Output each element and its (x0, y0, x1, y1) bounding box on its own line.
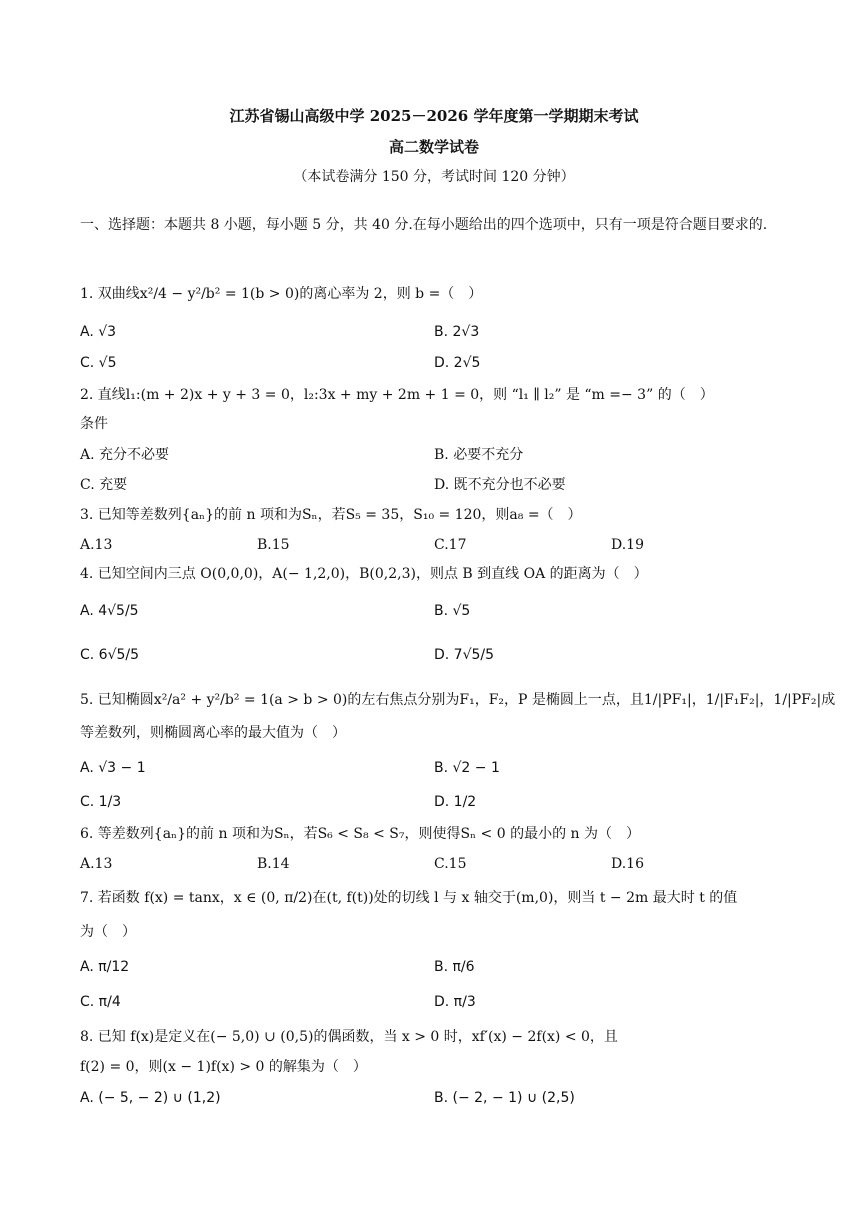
q1-option-c: C. √5 (80, 355, 117, 371)
q1-option-a: A. √3 (80, 324, 117, 340)
exam-note: （本试卷满分 150 分，考试时间 120 分钟） (293, 169, 575, 185)
q2-option-d: D. 既不充分也不必要 (434, 477, 566, 493)
question-8-stem: 8. 已知 f(x)是定义在(− 5,0) ∪ (0,5)的偶函数，当 x > 0 时，xf′(x) − 2f(x) < 0，且 (80, 1029, 618, 1045)
q2-option-c: C. 充要 (80, 477, 128, 493)
q6-option-b: B.14 (257, 856, 290, 872)
q2-option-a: A. 充分不必要 (80, 447, 170, 463)
q4-option-d: D. 7√5/5 (434, 647, 495, 663)
q4-option-b: B. √5 (434, 603, 471, 619)
q1-option-d: D. 2√5 (434, 355, 481, 371)
q8-option-a: A. (− 5, − 2) ∪ (1,2) (80, 1090, 221, 1106)
question-1-stem: 1. 双曲线x²/4 − y²/b² = 1(b > 0)的离心率为 2，则 b =（ ） (80, 286, 483, 302)
q4-option-a: A. 4√5/5 (80, 603, 139, 619)
q2-option-b: B. 必要不充分 (434, 447, 524, 463)
question-3-stem: 3. 已知等差数列{aₙ}的前 n 项和为Sₙ，若S₅ = 35，S₁₀ = 120，则a₈ =（ ） (80, 507, 582, 523)
section-heading: 一、选择题：本题共 8 小题，每小题 5 分，共 40 分.在每小题给出的四个选项中，只有一项是符合题目要求的. (80, 217, 768, 233)
question-2-stem: 2. 直线l₁:(m + 2)x + y + 3 = 0，l₂:3x + my + 2m + 1 = 0，则 “l₁ ∥ l₂” 是 “m =− 3” 的（ ） (80, 387, 714, 403)
question-7-stem-cont: 为（ ） (80, 924, 136, 940)
q5-option-b: B. √2 − 1 (434, 760, 500, 776)
question-4-stem: 4. 已知空间内三点 O(0,0,0)，A(− 1,2,0)，B(0,2,3)，则点 B 到直线 OA 的距离为（ ） (80, 566, 648, 582)
question-5-stem: 5. 已知椭圆x²/a² + y²/b² = 1(a > b > 0)的左右焦点分别为F₁，F₂，P 是椭圆上一点，且1/|PF₁|，1/|F₁F₂|，1/|PF₂|成 (80, 692, 836, 708)
exam-subtitle: 高二数学试卷 (388, 138, 479, 156)
q5-option-d: D. 1/2 (434, 794, 477, 810)
q3-option-a: A.13 (80, 537, 113, 553)
question-5-stem-cont: 等差数列，则椭圆离心率的最大值为（ ） (80, 725, 346, 741)
q7-option-d: D. π/3 (434, 994, 476, 1010)
q3-option-b: B.15 (257, 537, 290, 553)
q6-option-d: D.16 (611, 856, 644, 872)
question-8-stem-cont: f(2) = 0，则(x − 1)f(x) > 0 的解集为（ ） (80, 1059, 367, 1075)
q7-option-a: A. π/12 (80, 959, 130, 975)
question-6-stem: 6. 等差数列{aₙ}的前 n 项和为Sₙ，若S₆ < S₈ < S₇，则使得Sₙ < 0 的最小的 n 为（ ） (80, 826, 641, 842)
exam-title: 江苏省锡山高级中学 2025－2026 学年度第一学期期末考试 (229, 107, 639, 125)
question-2-stem-cont: 条件 (80, 416, 108, 432)
q4-option-c: C. 6√5/5 (80, 647, 140, 663)
question-7-stem: 7. 若函数 f(x) = tanx，x ∈ (0, π/2)在(t, f(t))处的切线 l 与 x 轴交于(m,0)，则当 t − 2m 最大时 t 的值 (80, 890, 738, 906)
q3-option-c: C.17 (434, 537, 467, 553)
q7-option-c: C. π/4 (80, 994, 121, 1010)
q5-option-a: A. √3 − 1 (80, 760, 146, 776)
q5-option-c: C. 1/3 (80, 794, 122, 810)
q3-option-d: D.19 (611, 537, 644, 553)
q6-option-c: C.15 (434, 856, 467, 872)
q8-option-b: B. (− 2, − 1) ∪ (2,5) (434, 1090, 575, 1106)
q1-option-b: B. 2√3 (434, 324, 480, 340)
q7-option-b: B. π/6 (434, 959, 475, 975)
q6-option-a: A.13 (80, 856, 113, 872)
